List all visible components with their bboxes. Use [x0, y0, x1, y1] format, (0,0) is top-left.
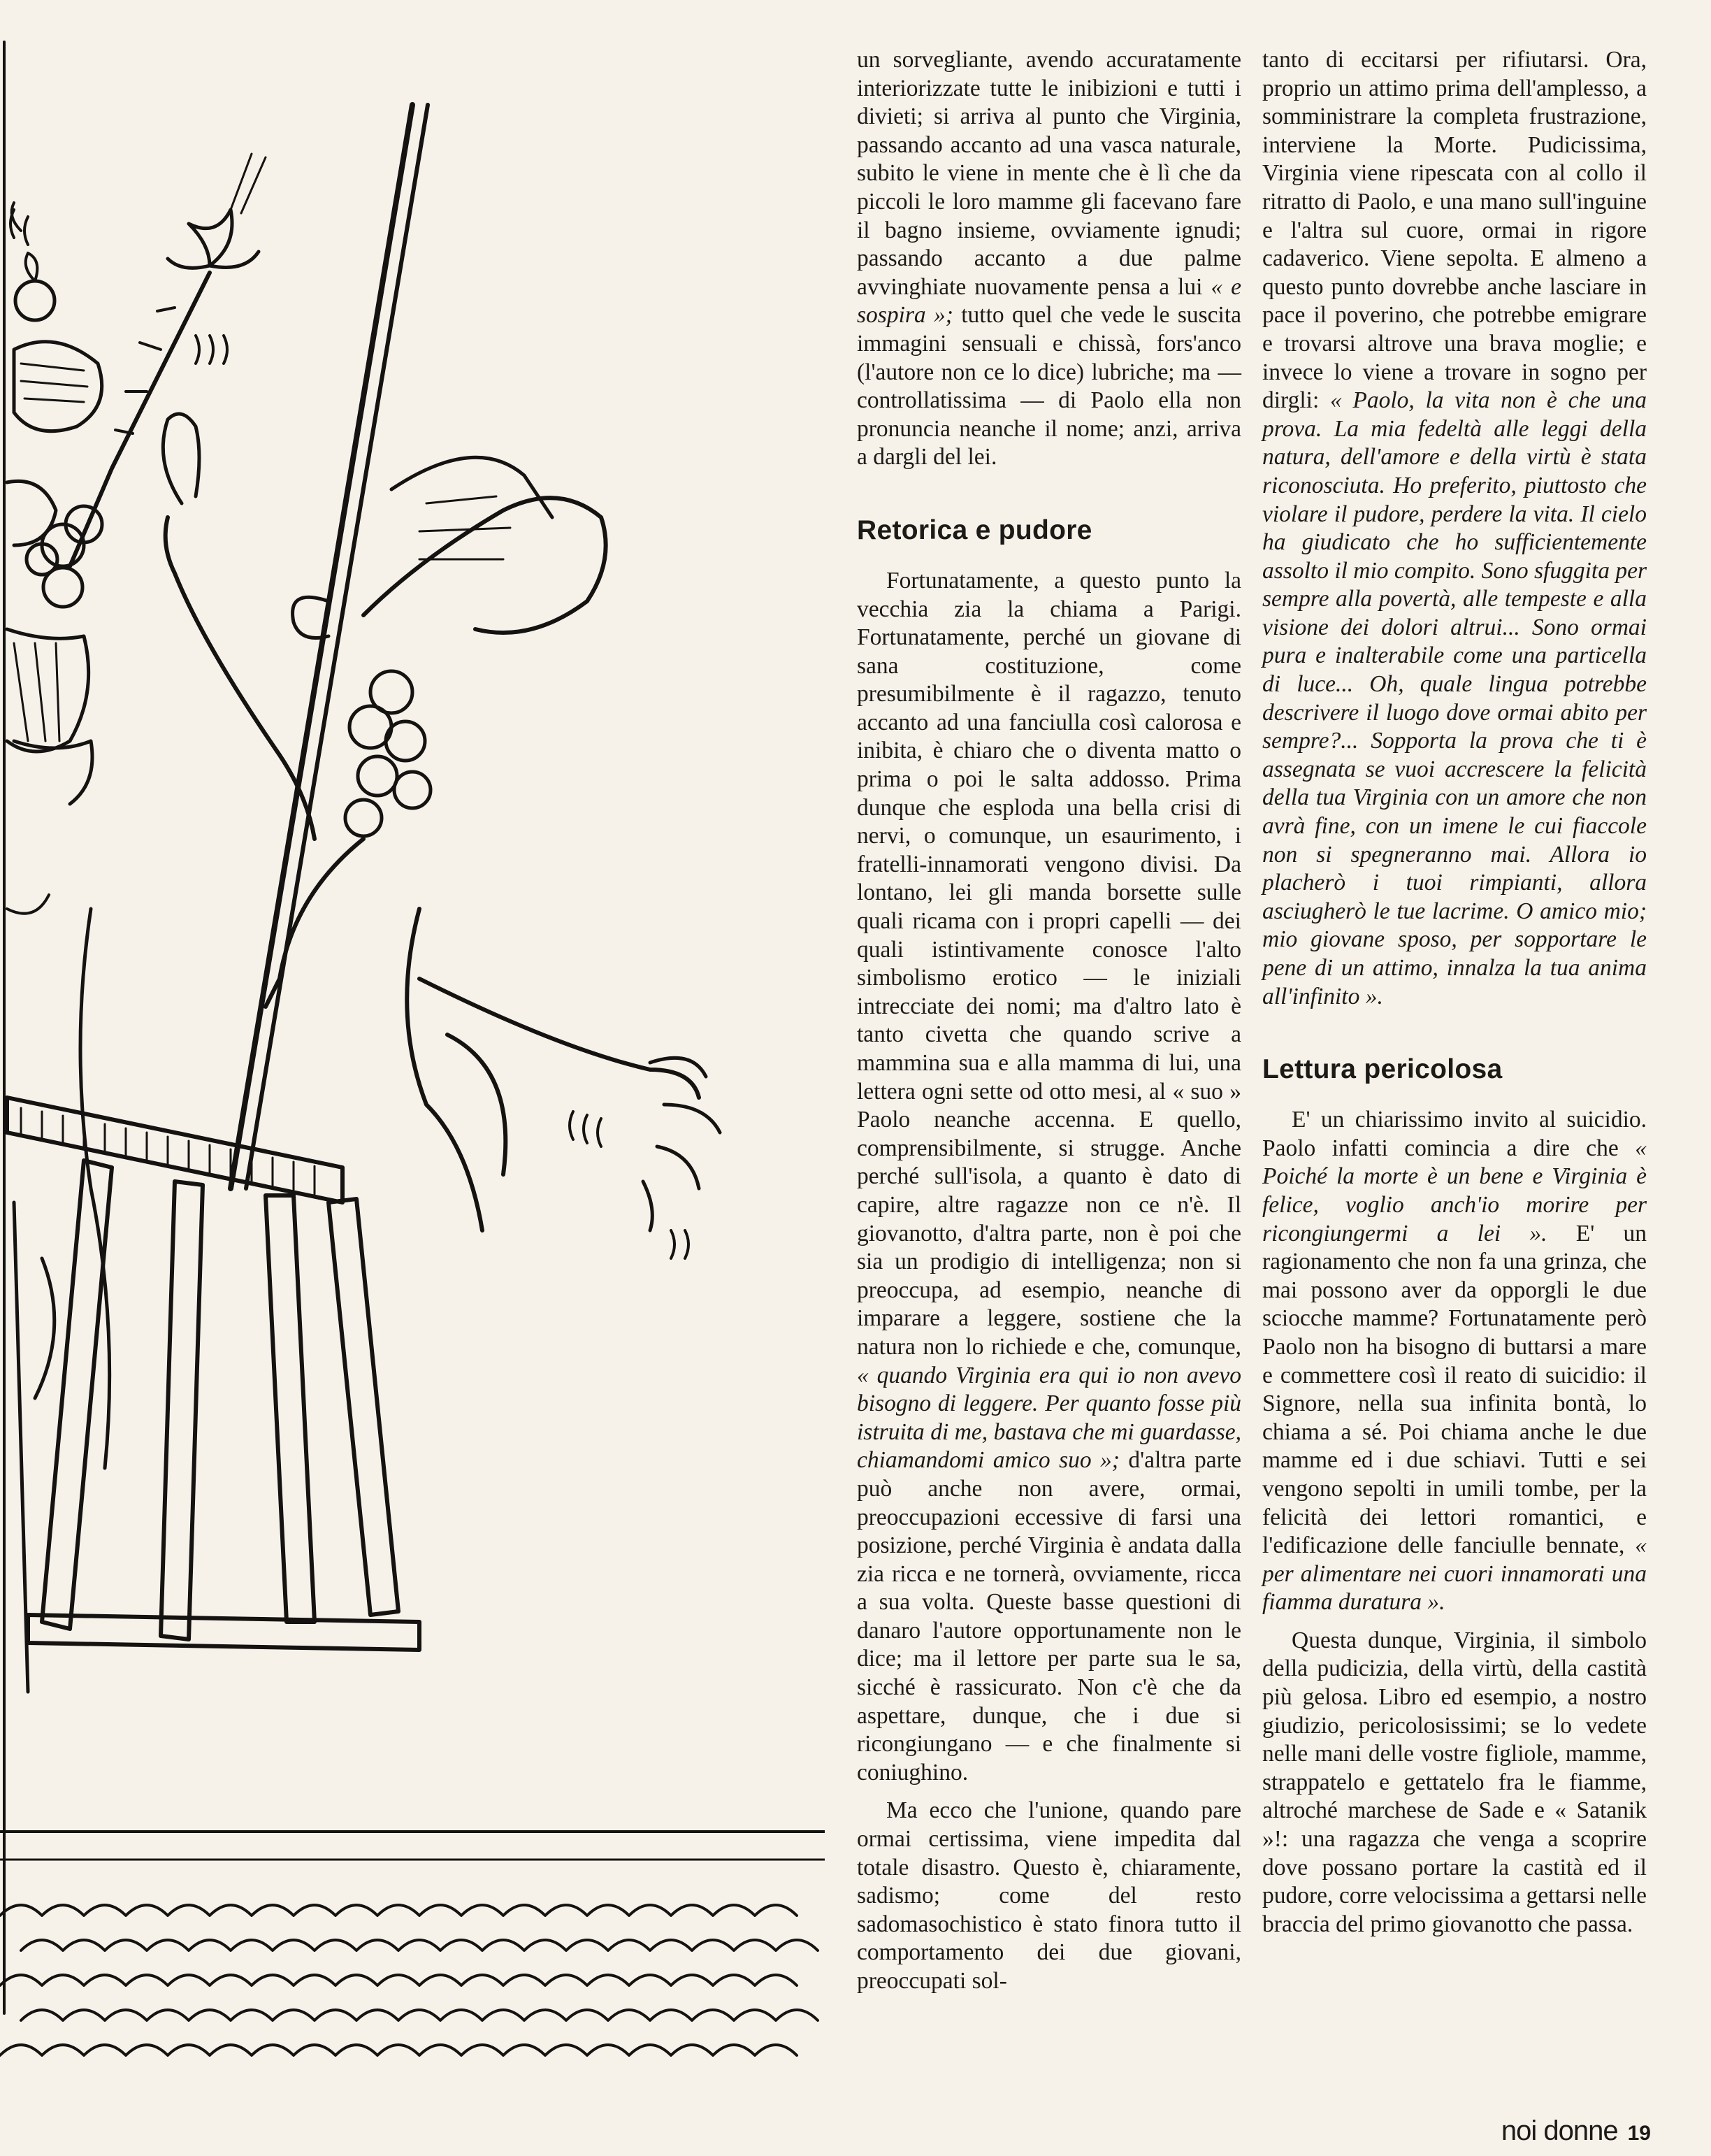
paragraph: tanto di eccitarsi per rifiutarsi. Ora, proprio un attimo prima dell'amplesso, a somministrare la completa frustrazione, interviene la Morte. Pudicissima, Virginia viene ripescata con al collo il ritratto di Paolo, e una mano sull'inguine e l'altra sul cuore, ormai in rigore cadaverico. Viene sepolta. E almeno a questo punto dovrebbe anche lasciare in pace il poverino, che potrebbe emigrare e trovarsi altrove una brava moglie; e invece lo viene a trovare in sogno per dirgli: « Paolo, la vita non è che una prova. La mia fedeltà alle leggi della natura, dell'amore e della virtù è stata riconosciuta. Ho preferito, piuttosto che violare il pudore, perdere la vita. Il cielo ha giudicato che ho sufficientemente assolto il mio compito. Sono sfuggita per sempre alla povertà, alle tempeste e alla visione dei dolori altrui... Sono ormai pura e inalterabile come una particella di luce... Oh, quale lingua potrebbe descrivere il luogo dove ormai abito per sempre?... Sopporta la prova che ti è assegnata se vuoi accrescere la felicità della tua Virginia con un amore che non avrà fine, con un imene le cui fiaccole non si spegneranno mai. Allora io placherò i tuoi rimpianti, allora asciugherò le tue lacrime. O amico mio; mio giovane sposo, per sopportare le pene di un attimo, innalza la tua anima all'infinito ». — [1262, 47, 1647, 1009]
article-column-2 — [1262, 46, 1647, 1939]
section-heading: Retorica e pudore — [857, 515, 1092, 545]
sea-waves-icon — [0, 1905, 818, 2055]
section-heading: Lettura pericolosa — [1262, 1054, 1503, 1085]
swing-seat-icon — [7, 1098, 419, 1692]
paragraph: un sorvegliante, avendo accuratamente interiorizzate tutte le inibizioni e tutti i divieti; si arriva al punto che Virginia, passando accanto ad una vasca naturale, subito le viene in mente che è lì che da piccoli le loro mamme gli facevano fare il bagno insieme, ovviamente ignudi; passando accanto a due palme avvinghiate nuovamente pensa a lui « e sospira »; tutto quel che vede le suscita immagini sensuali e chissà, fors'anco (l'autore non ce lo dice) lubriche; ma — controllatissima — di Paolo ella non pronuncia neanche il nome; anzi, arriva a dargli del lei. — [857, 47, 1242, 470]
woman-figure-icon — [7, 203, 110, 1468]
paragraph: Fortunatamente, a questo punto la vecchia zia la chiama a Parigi. Fortunatamente, perché un giovane di sana costituzione, come presumibilmente è il ragazzo, tenuto accanto ad una fanciulla così calorosa e inibita, è chiaro che o diventa matto o prima o poi le salta addosso. Prima dunque che esploda una bella crisi di nervi, o comunque, un esaurimento, i fratelli-innamorati vengono divisi. Da lontano, lei gli manda borsette sulle quali ricama con i propri capelli — dei quali istintivamente conosce l'alto simbolismo erotico — le iniziali intrecciate dei nomi; ma d'altro lato è tanto civetta che quando scrive a mammina sua e alla mamma di lui, una lettera ogni sette od otto mesi, al « suo » Paolo neanche accenna. E quello, comprensibilmente, si strugge. Anche perché sull'isola, a quanto è dato di capire, altre ragazze non ce n'è. Il giovanotto, d'altra parte, non è poi che sia un prodigio di intelligenza; non si preoccupa, ad esempio, neanche di imparare a leggere, sostiene che la natura non lo richiede e che, comunque, « quando Virginia era qui io non avevo bisogno di leggere. Per quanto fosse più istruita di me, bastava che mi guardasse, chiamandomi amico suo »; d'altra parte può anche non avere, ormai, preoccupazioni eccessive di farsi una posizione, perché Virginia è andata dalla zia ricca e ne tornerà, ovviamente, ricca a sua volta. Queste basse questioni di danaro l'autore opportunamente non le dice; ma il lettore per parte sua le sa, sicché è rassicurato. Non c'è che da aspettare, dunque, che i due si ricongiungano — e che finalmente si coniughino. — [857, 567, 1242, 1785]
magazine-name: noi donne — [1501, 2115, 1618, 2146]
paragraph: Questa dunque, Virginia, il simbolo della pudicizia, della virtù, della castità più gelosa. Libro ed esempio, a nostro giudizio, pericolosissimi; se lo vedete nelle mani delle vostre figliole, mamme, strappatelo e gettatelo fra le fiamme, altroché marchese de Sade e « Satanik »!: una ragazza che venga a scoprire dove possano portare la castità ed il pudore, corre velocissima a gettarsi nelle braccia del primo giovanotto che passa. — [1262, 1627, 1647, 1937]
paragraph: Ma ecco che l'unione, quando pare ormai certissima, viene impedita dal totale disastro. Questo è, chiaramente, sadismo; come del resto sadomasochistico è stato finora tutto il comportamento dei due giovani, preoccupati sol- — [857, 1797, 1241, 1994]
paragraph: E' un chiarissimo invito al suicidio. Paolo infatti comincia a dire che « Poiché la morte è un bene e Virginia è felice, voglio anch'io morire per ricongiungermi a lei ». E' un ragionamento che non fa una grinza, che mai possono aver da opporgli le due sciocche mamme? Fortunatamente però Paolo non ha bisogno di buttarsi a mare e commettere così il reato di suicidio: il Signore, nella sua infinita bontà, lo chiama a sé. Poi chiama anche le due mamme ed i due schiavi. Tutti e sei vengono sepolti in umili tombe, per la felicità dei lettori romantici, e l'edificazione delle fanciulle bennate, « per alimentare nei cuori innamorati una fiamma duratura ». — [1262, 1107, 1647, 1616]
page-number: 19 — [1627, 2122, 1651, 2145]
swing-illustration — [0, 0, 825, 2156]
article-column-1 — [857, 46, 1241, 1996]
lily-flower-icon — [70, 154, 266, 566]
swing-rope-icon — [231, 105, 412, 1188]
page-footer — [1501, 2115, 1651, 2149]
